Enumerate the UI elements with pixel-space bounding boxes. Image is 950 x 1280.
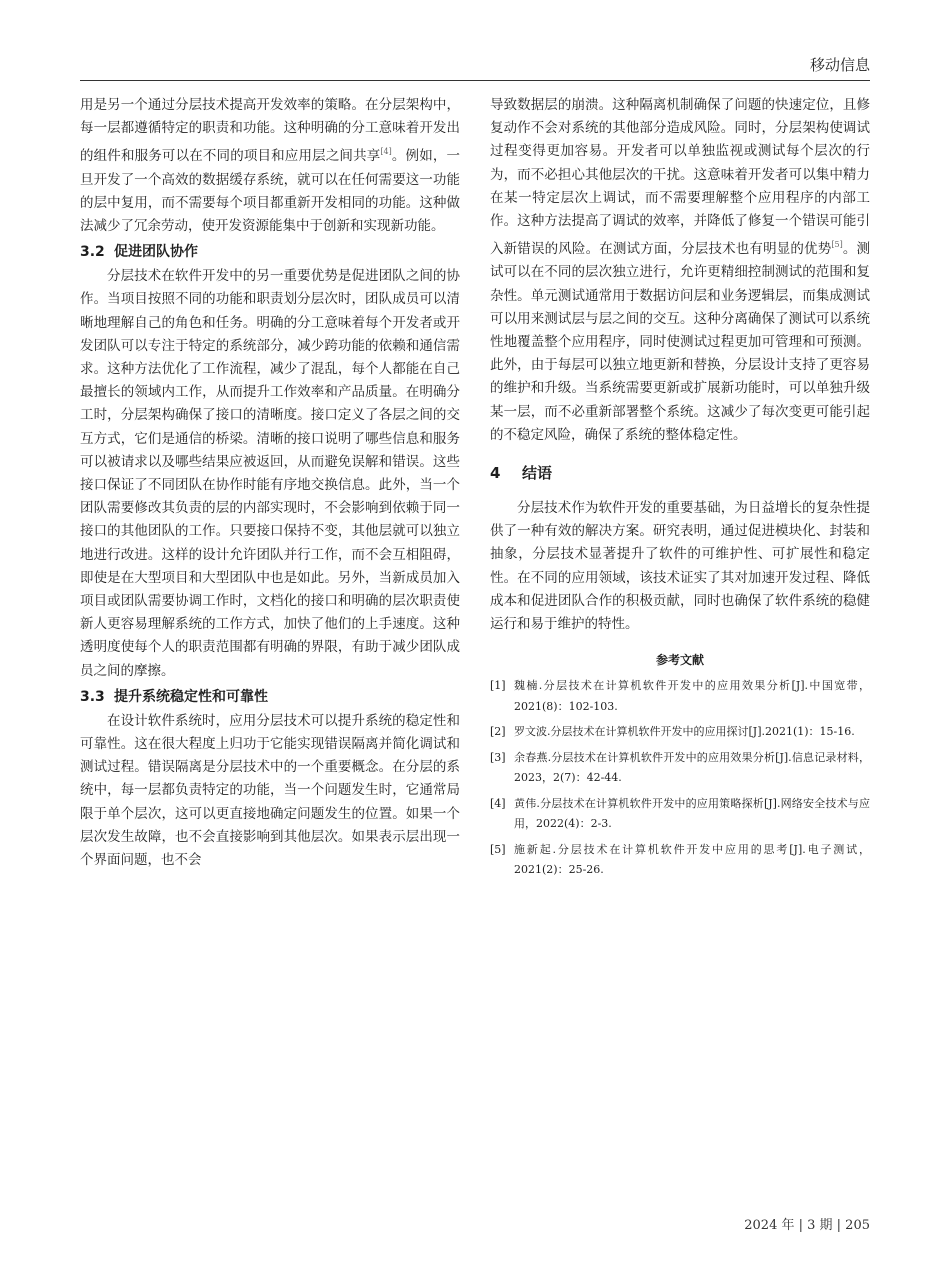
reference-item: [1] 魏楠.分层技术在计算机软件开发中的应用效果分析[J].中国宽带，2021(8)：102-103. [490,679,870,713]
references-heading: 参考文献 [655,653,704,668]
reference-list [490,676,870,881]
reference-item: [4] 黄伟.分层技术在计算机软件开发中的应用策略探析[J].网络安全技术与应用，2022(4)：2-3. [490,796,870,831]
body-paragraph: 分层技术作为软件开发的重要基础，为日益增长的复杂性提供了一种有效的解决方案。研究表明，通过促进模块化、封装和抽象，分层技术显著提升了软件的可维护性、可扩展性和稳定性。在不同的应用领域，该技术证实了其对加速开发过程、降低成本和促进团队合作的积极贡献，同时也确保了软件系统的稳健运行和易于维护的特性。 [490,500,870,633]
section-heading-3-2: 3.2 促进团队协作 [80,244,198,261]
left-column [80,94,460,872]
body-paragraph: 分层技术在软件开发中的另一重要优势是促进团队之间的协作。当项目按照不同的功能和职责划分层次时，团队成员可以清晰地理解自己的角色和任务。明确的分工意味着每个开发者或开发团队可以专注于特定的系统部分，减少跨功能的依赖和通信需求。这种方法优化了工作流程，减少了混乱，每个人都能在自己最擅长的领域内工作，从而提升工作效率和产品质量。在明确分工时，分层架构确保了接口的清晰度。接口定义了各层之间的交互方式，它们是通信的桥梁。清晰的接口说明了哪些信息和服务可以被请求以及哪些结果应被返回，从而避免误解和错误。这些接口保证了不同团队在协作时能有序地交换信息。此外，当一个团队需要修改其负责的层的内部实现时，不会影响到依赖于同一接口的其他团队的工作。只要接口保持不变，其他层就可以独立地进行改进。这样的设计允许团队并行工作，而不会互相阻碍，即使是在大型项目和大型团队中也是如此。另外，当新成员加入项目或团队需要协调工作时，文档化的接口和明确的层次职责使新人更容易理解系统的工作方式，加快了他们的上手速度。这种透明度使每个人的职责范围都有明确的界限，有助于减少团队成员之间的摩擦。 [80,268,460,679]
reference-item: [3] 余春燕.分层技术在计算机软件开发中的应用效果分析[J].信息记录材料，2023，2(7)：42-44. [490,750,870,785]
body-paragraph: 导致数据层的崩溃。这种隔离机制确保了问题的快速定位，且修复动作不会对系统的其他部分造成风险。同时，分层架构使调试过程变得更加容易。开发者可以单独监视或测试每个层次的行为，而不必担心其他层次的干扰。这意味着开发者可以集中精力在某一特定层次上调试，而不需要理解整个应用程序的内部工作。这种方法提高了调试的效率，并降低了修复一个错误可能引入新错误的风险。在测试方面，分层技术也有明显的优势[5]。测试可以在不同的层次独立进行，允许更精细控制测试的范围和复杂性。单元测试通常用于数据访问层和业务逻辑层，而集成测试可以用来测试层与层之间的交互。这种分离确保了测试可以系统性地覆盖整个应用程序，同时使测试过程更加可管理和可预测。此外，由于每层可以独立地更新和替换，分层设计支持了更容易的维护和升级。当系统需要更新或扩展新功能时，可以单独升级某一层，而不必重新部署整个系统。这减少了每次变更可能引起的不稳定风险，确保了系统的整体稳定性。 [490,97,871,443]
reference-item: [2] 罗文波.分层技术在计算机软件开发中的应用探讨[J].2021(1)：15-16. [490,725,855,739]
body-paragraph: 在设计软件系统时，应用分层技术可以提升系统的稳定性和可靠性。这在很大程度上归功于它能实现错误隔离并简化调试和测试过程。错误隔离是分层技术中的一个重要概念。在分层的系统中，每一层都负责特定的功能，当一个问题发生时，它通常局限于单个层次，这可以更直接地确定问题发生的位置。如果一个层次发生故障，也不会直接影响到其他层次。如果表示层出现一个界面问题，也不会 [80,712,460,869]
header-divider [80,80,870,81]
citation-marker[interactable]: [5] [831,240,843,250]
right-column [490,94,870,886]
body-paragraph: 用是另一个通过分层技术提高开发效率的策略。在分层架构中，每一层都遵循特定的职责和功能。这种明确的分工意味着开发出的组件和服务可以在不同的项目和应用层之间共享[4]。例如，一旦开发了一个高效的数据缓存系统，就可以在任何需要这一功能的层中复用，而不需要每个项目都重新开发相同的功能。这种做法减少了冗余劳动，使开发资源能集中于创新和实现新功能。 [80,97,461,235]
page-footer: 2024 年 | 3 期 | 205 [744,1218,870,1233]
citation-marker[interactable]: [4] [380,147,392,157]
journal-title: 移动信息 [809,56,870,74]
section-heading-4: 4 结语 [490,464,553,483]
reference-item: [5] 施新起.分层技术在计算机软件开发中应用的思考[J].电子测试，2021(2)：25-26. [490,842,870,877]
section-heading-3-3: 3.3 提升系统稳定性和可靠性 [80,688,268,705]
